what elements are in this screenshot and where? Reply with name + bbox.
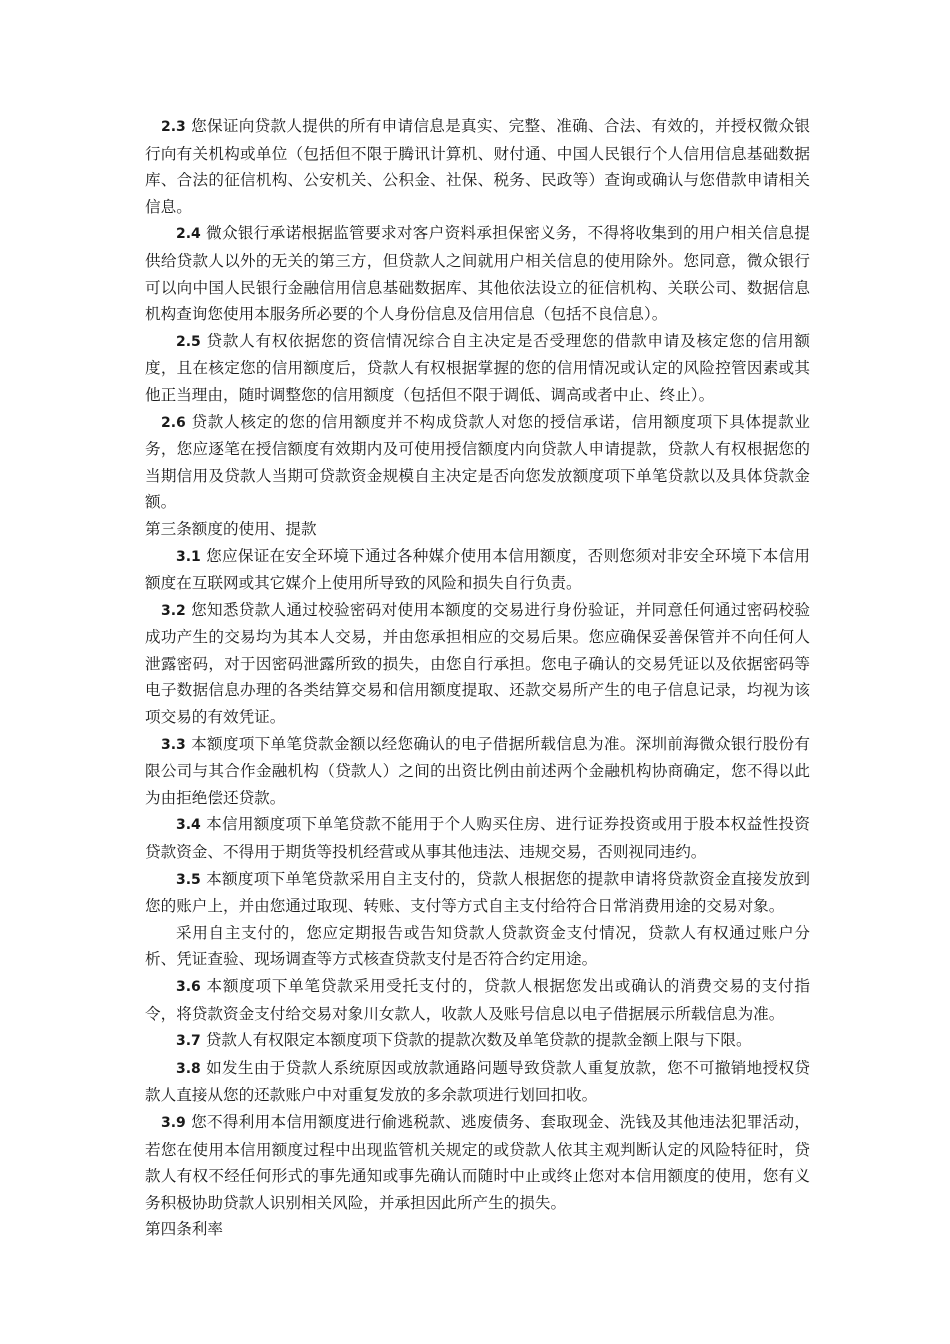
clause-3-8: [145, 1055, 810, 1109]
clause-number: 2.6: [161, 414, 186, 431]
clause-number: 3.7: [176, 1033, 201, 1050]
clause-number: 2.5: [176, 333, 201, 350]
document-body: [145, 113, 810, 1243]
clause-number: 3.9: [161, 1114, 186, 1131]
clause-text: 本额度项下单笔贷款金额以经您确认的电子借据所载信息为准。深圳前海微众银行股份有限公司与其合作金融机构（贷款人）之间的出资比例由前述两个金融机构协商确定，您不得以此为由拒绝偿还贷款。: [145, 734, 810, 807]
clause-2-3: [145, 113, 810, 220]
clause-text: 您不得利用本信用额度进行偷逃税款、逃废债务、套取现金、洗钱及其他违法犯罪活动，若您在使用本信用额度过程中出现监管机关规定的或贷款人依其主观判断认定的风险特征时，贷款人有权不经任何形式的事先通知或事先确认而随时中止或终止您对本信用额度的使用，您有义务积极协助贷款人识别相关风险，并承担因此所产生的损失。: [145, 1112, 810, 1212]
clause-text: 本信用额度项下单笔贷款不能用于个人购买住房、进行证券投资或用于股本权益性投资贷款资金、不得用于期货等投机经营或从事其他违法、违规交易，否则视同违约。: [145, 815, 810, 862]
clause-text: 本额度项下单笔贷款采用自主支付的，贷款人根据您的提款申请将贷款资金直接发放到您的账户上，并由您通过取现、转账、支付等方式自主支付给符合日常消费用途的交易对象。: [145, 869, 810, 916]
clause-number: 3.6: [176, 979, 201, 995]
clause-3-3: [145, 731, 810, 812]
clause-text: 微众银行承诺根据监管要求对客户资料承担保密义务，不得将收集到的用户相关信息提供给贷款人以外的无关的第三方，但贷款人之间就用户相关信息的使用除外。您同意，微众银行可以向中国人民银行金融信用信息基础数据库、其他依法设立的征信机构、关联公司、数据信息机构查询您使用本服务所必要的个人身份信息及信用信息（包括不良信息）。: [145, 224, 810, 324]
section-heading-article-3: 第三条额度的使用、提款: [145, 519, 317, 538]
clause-2-6: [145, 409, 810, 516]
clause-text: 您知悉贷款人通过校验密码对使用本额度的交易进行身份验证，并同意任何通过密码校验成功产生的交易均为其本人交易，并由您承担相应的交易后果。您应确保妥善保管并不向任何人泄露密码，对于因密码泄露所致的损失，由您自行承担。您电子确认的交易凭证以及依据密码等电子数据信息办理的各类结算交易和信用额度提取、还款交易所产生的电子信息记录，均视为该项交易的有效凭证。: [145, 600, 810, 727]
clause-3-5: [145, 866, 810, 920]
clause-number: 3.1: [176, 548, 201, 565]
clause-number: 3.5: [176, 871, 201, 888]
clause-number: 3.4: [176, 817, 201, 834]
clause-text: 您应保证在安全环境下通过各种媒介使用本信用额度，否则您须对非安全环境下本信用额度在互联网或其它媒介上使用所导致的风险和损失自行负责。: [145, 546, 810, 593]
clause-text: 贷款人有权限定本额度项下贷款的提款次数及单笔贷款的提款金额上限与下限。: [205, 1031, 752, 1050]
clause-number: 2.3: [161, 119, 186, 135]
clause-text: 如发生由于贷款人系统原因或放款通路问题导致贷款人重复放款，您不可撤销地授权贷款人直接从您的还款账户中对重复发放的多余款项进行划回扣收。: [145, 1058, 810, 1105]
clause-3-7: [145, 1027, 810, 1055]
clause-3-9: [145, 1109, 810, 1216]
clause-number: 3.8: [176, 1060, 201, 1077]
section-heading-article-4: 第四条利率: [145, 1220, 223, 1239]
clause-3-2: [145, 597, 810, 731]
clause-3-5-continued: [145, 920, 810, 973]
clause-text: 采用自主支付的，您应定期报告或告知贷款人贷款资金支付情况，贷款人有权通过账户分析、凭证查验、现场调查等方式核查贷款支付是否符合约定用途。: [145, 923, 810, 969]
clause-3-1: [145, 543, 810, 597]
clause-3-4: [145, 811, 810, 865]
clause-text: 您保证向贷款人提供的所有申请信息是真实、完整、准确、合法、有效的，并授权微众银行向有关机构或单位（包括但不限于腾讯计算机、财付通、中国人民银行个人信用信息基础数据库、合法的征信机构、公安机关、公积金、社保、税务、民政等）查询或确认与您借款申请相关信息。: [145, 117, 810, 216]
clause-2-5: [145, 328, 810, 409]
clause-text: 贷款人核定的您的信用额度并不构成贷款人对您的授信承诺，信用额度项下具体提款业务，您应逐笔在授信额度有效期内及可使用授信额度内向贷款人申请提款，贷款人有权根据您的当期信用及贷款人当期可贷款资金规模自主决定是否向您发放额度项下单笔贷款以及具体贷款金额。: [145, 412, 810, 512]
clause-text: 本额度项下单笔贷款采用受托支付的，贷款人根据您发出或确认的消费交易的支付指令，将贷款资金支付给交易对象川女款人，收款人及账号信息以电子借据展示所载信息为准。: [145, 977, 810, 1023]
clause-2-4: [145, 220, 810, 327]
clause-3-6: [145, 973, 810, 1027]
clause-text: 贷款人有权依据您的资信情况综合自主决定是否受理您的借款申请及核定您的信用额度，且在核定您的信用额度后，贷款人有权根据掌握的您的信用情况或认定的风险控管因素或其他正当理由，随时调整您的信用额度（包括但不限于调低、调高或者中止、终止）。: [145, 331, 810, 404]
clause-number: 2.4: [176, 226, 201, 243]
clause-number: 3.2: [161, 602, 186, 619]
clause-number: 3.3: [161, 736, 186, 753]
